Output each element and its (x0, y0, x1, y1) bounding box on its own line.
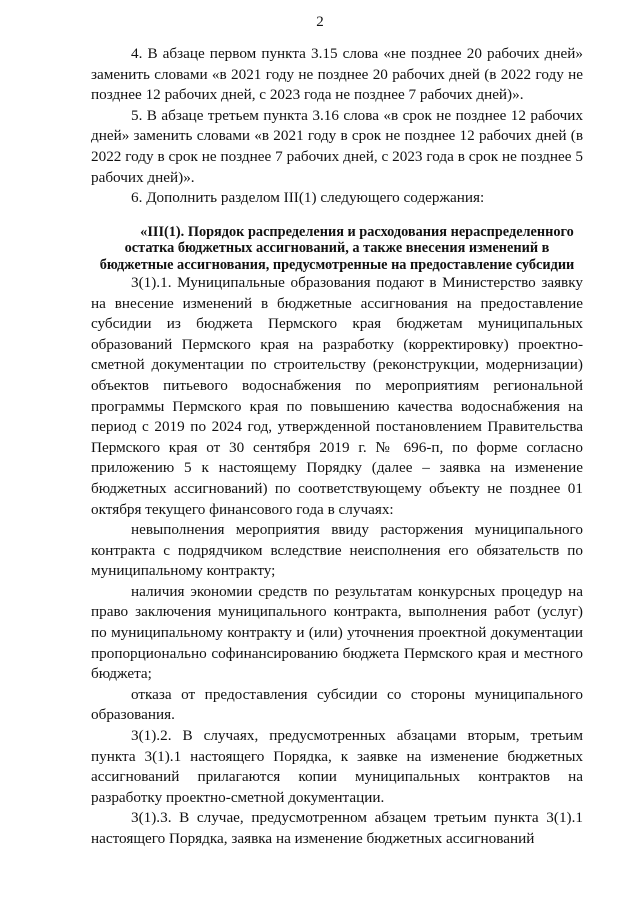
paragraph-3-1-1: 3(1).1. Муниципальные образования подают в Министерство заявку на внесение изменений в бюджетные ассигнования на предоставление субсидии из бюджета Пермского края бюджетам муниципальных образований Пермского края на разработку (корректировку) проектно-сметной документации по строительству (реконструкции, модернизации) объектов питьевого водоснабжения по мероприятиям региональной программы Пермского края по повышению качества водоснабжения на период с 2019 по 2024 год, утвержденной постановлением Правительства Пермского края от 30 сентября 2019 г. № 696-п, по форме согласно приложению 5 к настоящему Порядку (далее – заявка на изменение бюджетных ассигнований) по соответствующему объекту не позднее 01 октября текущего финансового года в случаях: (91, 273, 583, 518)
document-body (91, 44, 583, 850)
paragraph-amendment-4: 4. В абзаце первом пункта 3.15 слова «не позднее 20 рабочих дней» заменить словами «в 2021 году не позднее 20 рабочих дней (в 2022 году не позднее 12 рабочих дней, с 2023 года не позднее 7 рабочих дней)». (91, 45, 583, 104)
paragraph-case-contract-termination: невыполнения мероприятия ввиду расторжения муниципального контракта с подрядчиком вследствие неисполнения его обязательств по муниципальному контракту; (91, 521, 583, 580)
paragraph-3-1-3: 3(1).3. В случае, предусмотренном абзацем третьим пункта 3(1).1 настоящего Порядка, заявка на изменение бюджетных ассигнований (91, 809, 583, 847)
page-number: 2 (316, 14, 324, 30)
paragraph-3-1-2: 3(1).2. В случаях, предусмотренных абзацами вторым, третьим пункта 3(1).1 настоящего Порядка, к заявке на изменение бюджетных ассигнований прилагаются копии муниципальных контрактов на разработку проектно-сметной документации. (91, 727, 583, 806)
paragraph-case-savings: наличия экономии средств по результатам конкурсных процедур на право заключения муниципального контракта, выполнения работ (услуг) по муниципальному контракту и (или) уточнения проектной документации пропорционально софинансированию бюджета Пермского края и местного бюджета; (91, 582, 583, 683)
paragraph-case-refusal: отказа от предоставления субсидии со стороны муниципального образования. (91, 685, 583, 724)
paragraph-amendment-6: 6. Дополнить разделом III(1) следующего содержания: (131, 189, 485, 207)
paragraph-amendment-5: 5. В абзаце третьем пункта 3.16 слова «в срок не позднее 12 рабочих дней» заменить словами «в 2021 году в срок не позднее 12 рабочих дней (в 2022 году в срок не позднее 7 рабочих дней, с 2023 года в срок не позднее 5 рабочих дней)». (91, 106, 583, 186)
section-heading: «III(1). Порядок распределения и расходования нераспределенного остатка бюджетных ассигнований, а также внесения изменений в бюджетные ассигнования, предусмотренные на предоставление субсидии (99, 223, 575, 273)
